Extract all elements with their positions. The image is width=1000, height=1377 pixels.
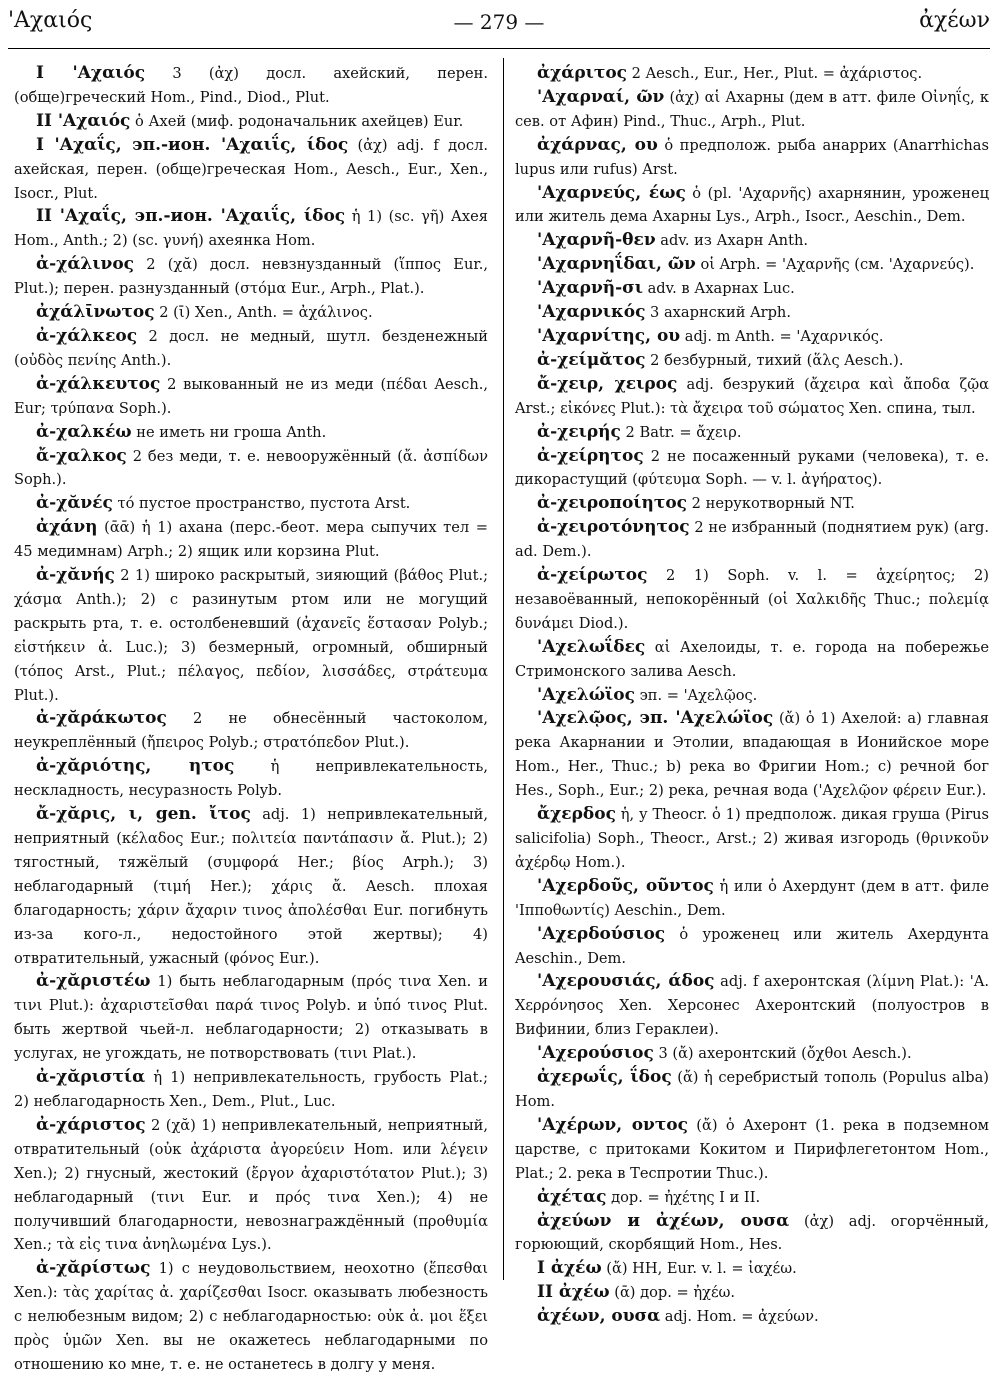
dictionary-entry (14, 421, 488, 445)
entry-definition: αἱ Ахелоиды, т. е. города на побережье Стримонского залива Aesch. (515, 638, 989, 680)
dictionary-entry (515, 636, 989, 684)
dictionary-entry (14, 253, 488, 301)
entry-headword: 'Αχερούσιος (537, 1043, 654, 1064)
entry-headword: ἀ-χειροποίητος (537, 493, 688, 514)
entry-headword: 'Αχαρνῆ-θεν (537, 230, 656, 251)
entry-headword: ἀ-χειροτόνητος (537, 517, 690, 538)
dictionary-entry (14, 205, 488, 253)
entry-definition: 3 ахарнский Arph. (645, 304, 791, 322)
entry-definition: 2 не посаженный руками (человека), т. е. дикорастущий (φύτευμα Soph. — v. l. ἀγήρατος). (515, 447, 989, 489)
entry-headword: ἀχεύων и ἀχέων, ουσα (537, 1210, 790, 1231)
entry-definition: 2 досл. не медный, шутл. безденежный (οὐδὸς πενίης Anth.). (14, 327, 488, 369)
entry-headword: ἀχάλῑνωτος (36, 302, 155, 323)
header-left-guide-word: 'Αχαιός (8, 8, 93, 33)
entry-definition: 2 Aesch., Eur., Her., Plut. = ἀχάριστος. (627, 65, 923, 82)
entry-definition: 2 1) Soph. v. l. = ἀχείρητος; 2) незавоёванный, непокорённый (οἱ Χαλκιδῆς Thuc.; πολεμίᾳ δυνάμει Diod.). (515, 567, 989, 632)
entry-definition: ἡ непривлекательность, нескладность, несуразность Polyb. (14, 758, 488, 800)
entry-definition: 2 безбурный, тихий (ἅλς Aesch.). (645, 351, 904, 369)
dictionary-entry (515, 349, 989, 373)
entry-headword: I 'Αχαιός (36, 63, 146, 83)
entry-definition: 2 без меди, т. е. невооружённый (ἄ. ἀσπίδων Soph.). (14, 447, 488, 489)
dictionary-entry (515, 1281, 989, 1305)
dictionary-entry (515, 229, 989, 253)
entry-definition: ἡ 1) непривлекательность, грубость Plat.; 2) неблагодарность Xen., Dem., Plut., Luc. (14, 1069, 488, 1110)
entry-headword: ἀ-χᾰριστία (36, 1067, 146, 1088)
entry-headword: ἀ-χάλκεος (36, 325, 138, 346)
entry-headword: ἀχέτας (537, 1186, 607, 1207)
entry-definition: ἡ или ὁ Ахердунт (дем в атт. филе 'Ιπποθωντίς) Aeschin., Dem. (515, 877, 989, 919)
entry-headword: II 'Αχαιός (36, 110, 131, 131)
entry-definition: adj. Hom. = ἀχεύων. (660, 1308, 819, 1326)
entry-definition: 2 выкованный не из меди (πέδαι Aesch., Eur; τρύπανα Soph.). (14, 375, 488, 417)
dictionary-entry (14, 134, 488, 206)
entry-definition: ὁ (pl. 'Αχαρνῆς) ахарнянин, уроженец или житель дема Ахарны Lys., Arph., Isocr., Aeschin., Dem. (515, 184, 989, 226)
dictionary-entry (14, 707, 488, 755)
dictionary-entry (515, 1186, 989, 1210)
entry-headword: ἀ-χᾰνής (36, 565, 115, 586)
entry-headword: ἀχερωΐς, ΐδος (537, 1067, 672, 1088)
entry-headword: 'Αχέρων, οντος (537, 1114, 688, 1135)
entry-headword: ἀ-χάλινος (36, 254, 135, 275)
entry-headword: 'Αχερουσιάς, άδος (537, 971, 715, 992)
entry-headword: ἄ-χειρ, χειρος (537, 373, 678, 394)
dictionary-entry (515, 1305, 989, 1329)
dictionary-entry (515, 62, 989, 86)
entry-headword: ἀ-χάριστος (36, 1114, 146, 1135)
entry-headword: ἀ-χειρής (537, 421, 621, 442)
entry-definition: adj. 1) непривлекательный, неприятный (κέλαδος Eur.; πολιτεία παντάπασιν ἄ. Plut.); 2) тягостный, тяжёлый (συμφορά Her.; βίος Arph.); 3) неблагодарный (τιμή Her.); χάρις ἄ. Aesch. плохая благодарность; χάριν ἄχαριν τινος ἀπολέσθαι Eur. погибнуть из-за кого-л., недостойного этой жертвы); 4) отвратительный, ужасный (φόνος Eur.). (14, 806, 488, 967)
entry-definition: 2 не избранный (поднятием рук) (arg. ad. Dem.). (515, 519, 989, 561)
entry-definition: (ἀχ) adj. огорчённый, горюющий, скорбящий Hom., Hes. (515, 1212, 989, 1254)
entry-headword: II ἀχέω (537, 1282, 610, 1303)
dictionary-entry (515, 301, 989, 325)
entry-definition: 3 (ἄ) ахеронтский (ὄχθοι Aesch.). (653, 1045, 912, 1063)
entry-definition: 1) быть неблагодарным (πρός τινα Xen. и τινι Plut.): ἀχαριστεῖσθαι παρά τινος Polyb. и ὑπό τινος Plut. быть жертвой чьей-л. неблагодарности; 2) отказывать в услугах, не угождать, не потворствовать (τινι Plat.). (14, 973, 488, 1063)
entry-definition: adv. в Ахарнах Luc. (642, 280, 795, 298)
entry-definition: ἡ 1) (sc. γῆ) Ахея Hom., Anth.; 2) (sc. γυνή) ахеянка Hom. (14, 208, 488, 250)
entry-definition: (ᾱ) дор. = ἠχέω. (609, 1284, 736, 1302)
entry-definition: adj. m Anth. = 'Αχαρνικός. (680, 327, 884, 345)
page-number: — 279 — (453, 10, 545, 34)
dictionary-entry (515, 923, 989, 971)
entry-definition: 2 (χᾰ) досл. невзнузданный (ἵππος Eur., Plut.); перен. разнузданный (στόμα Eur., Arph., Plat.). (14, 256, 488, 298)
entry-definition: 3 (ἀχ) досл. ахейский, перен. (обще)греческий Hom., Pind., Diod., Plut. (14, 65, 488, 106)
entry-headword: 'Αχελῷος, эп. 'Αχελώϊος (537, 708, 774, 729)
dictionary-entry (515, 253, 989, 277)
entry-definition: adj. безрукий (ἄχειρα καὶ ἄποδα ζῷα Arst.; εἰκόνες Plut.): τὰ ἄχειρα τοῦ σώματος Xen. спина, тыл. (515, 375, 989, 417)
dictionary-entry (14, 564, 488, 707)
entry-definition: (ἀχ) adj. f досл. ахейская, перен. (обще)греческая Hom., Aesch., Eur., Xen., Isocr., Plut. (14, 136, 488, 202)
dictionary-entry (515, 707, 989, 803)
dictionary-entry (515, 421, 989, 445)
dictionary-entry (515, 1114, 989, 1186)
dictionary-entry (14, 1066, 488, 1114)
entry-definition: 1) с неудовольствием, неохотно (ἕπεσθαι Xen.): τὰς χαρίτας ἀ. χαρίζεσθαι Isocr. оказывать любезность с нелюбезным видом; 2) с неблагодарностью: οὐκ ἀ. μοι ἕξει πρὸς ὑμῶν Xen. вы не окажетесь неблагодарными по отношению ко мне, т. е. не останетесь в долгу у меня. (14, 1260, 488, 1373)
entry-definition: ὁ Ахей (миф. родоначальник ахейцев) Eur. (130, 112, 464, 130)
dictionary-entry (515, 182, 989, 230)
entry-definition: 2 Batr. = ἄχειρ. (620, 423, 742, 441)
entry-headword: 'Αχαρναί, ῶν (537, 86, 665, 107)
entry-definition: дор. = ἠχέτης I и II. (606, 1188, 761, 1206)
dictionary-entry (515, 325, 989, 349)
entry-headword: ἀχάριτος (537, 63, 628, 83)
entry-definition: οἱ Arph. = 'Αχαρνῆς (см. 'Αχαρνεύς). (695, 256, 975, 274)
dictionary-entry (515, 277, 989, 301)
entry-headword: 'Αχερδοῦς, οῦντος (537, 875, 714, 896)
dictionary-entry (515, 445, 989, 493)
entry-definition: 2 (ῑ) Xen., Anth. = ἀχάλινος. (154, 304, 373, 322)
dictionary-entry (515, 564, 989, 636)
dictionary-entry (14, 445, 488, 493)
dictionary-entry (14, 301, 488, 325)
dictionary-entry (515, 373, 989, 421)
entry-definition: эп. = 'Αχελῷος. (634, 686, 758, 704)
entry-headword: ἄχερδος (537, 804, 616, 825)
entry-definition: ἡ, у Theocr. ὁ 1) предполож. дикая груша (Pirus salicifolia) Soph., Theocr., Arst.; 2) живая изгородь (θρινκοῦν ἀχέρδῳ Hom.). (515, 806, 989, 871)
entry-headword: 'Αχελώϊος (537, 684, 635, 705)
entry-headword: ἀ-χᾰριότης, ητος (36, 756, 235, 777)
dictionary-entry (515, 86, 989, 134)
entry-headword: II 'Αχαΐς, эп.-ион. 'Αχαιΐς, ίδος (36, 206, 346, 227)
dictionary-entry (14, 516, 488, 564)
dictionary-entry (14, 325, 488, 373)
entry-headword: ἀ-χείρωτος (537, 565, 648, 586)
entry-headword: ἀ-χάλκευτος (36, 373, 161, 394)
dictionary-entry (515, 1210, 989, 1258)
entry-headword: ἀ-χᾰρίστως (36, 1258, 151, 1279)
dictionary-entry (14, 755, 488, 803)
left-column (14, 62, 488, 1377)
dictionary-entry (515, 134, 989, 182)
entry-definition: (ἀχ) αἱ Ахарны (дем в атт. филе Οἰνηΐς, к сев. от Афин) Pind., Thuc., Arph., Plut. (515, 88, 989, 130)
dictionary-entry (14, 970, 488, 1066)
dictionary-entry (515, 875, 989, 923)
dictionary-entry (515, 684, 989, 708)
entry-definition: 2 не обнесённый частоколом, неукреплённый (ἤπειρος Polyb.; στρατόπεδον Plut.). (14, 710, 488, 752)
entry-headword: ἀ-χᾰνές (36, 493, 113, 514)
dictionary-entry (515, 803, 989, 875)
dictionary-entry (14, 1114, 488, 1257)
right-column (515, 62, 989, 1329)
dictionary-entry (515, 1066, 989, 1114)
entry-definition: adv. из Ахарн Anth. (655, 232, 808, 250)
column-divider (503, 58, 504, 1280)
entry-definition: τό пустое пространство, пустота Arst. (112, 495, 411, 513)
entry-headword: 'Αχαρνεύς, έως (537, 182, 686, 203)
dictionary-entry (515, 1257, 989, 1281)
page-header (8, 8, 990, 42)
dictionary-entry (14, 62, 488, 110)
entry-headword: ἀχέων, ουσα (537, 1306, 661, 1327)
entry-headword: ἀχάνη (36, 517, 98, 538)
entry-definition: ὁ предполож. рыба анаррих (Anarrhichas lupus или rufus) Arst. (515, 136, 989, 178)
entry-definition: (ἄ) ἡ серебристый тополь (Populus alba) Hom. (515, 1069, 989, 1110)
entry-headword: ἀ-χᾰριστέω (36, 971, 151, 992)
dictionary-entry (14, 1257, 488, 1377)
dictionary-entry (14, 110, 488, 134)
entry-headword: I ἀχέω (537, 1258, 602, 1279)
entry-definition: 2 1) широко раскрытый, зияющий (βάθος Plut.; χάσμα Anth.); 2) с разинутым ртом или не могущий раскрыть рта, т. е. остолбеневший (ἀχανεῖς ἕστασαν Polyb.; εἰστήκειν ἀ. Luc.); 3) безмерный, огромный, обширный (τόπος Arst., Plut.; πέλαγος, πεδίον, λισσάδες, στράτευμα Plut.). (14, 567, 488, 704)
header-rule (8, 48, 990, 49)
entry-definition: (ἄ) ὁ 1) Ахелой: a) главная река Акарнании и Этолии, впадающая в Ионийское море Hom., Her., Thuc.; b) река во Фригии Hom.; c) речной бог Hes., Soph., Eur.; 2) река, речная вода ('Αχελῷον φέρειν Eur.). (515, 710, 989, 800)
dictionary-entry (14, 803, 488, 970)
entry-definition: adj. f ахеронтская (λίμνη Plat.): 'Α. Χερρόνησος Xen. Херсонес Ахеронтский (полуостров в Вифинии, близ Гераклеи). (515, 973, 989, 1039)
entry-definition: не иметь ни гроша Anth. (131, 423, 327, 441)
entry-headword: 'Αχερδούσιος (537, 923, 666, 944)
dictionary-entry (515, 1042, 989, 1066)
entry-definition: 2 (χᾰ) 1) непривлекательный, неприятный, отвратительный (οὐκ ἀχάριστα ἀγορεύειν Hom. или λέγειν Xen.); 2) гнусный, жестокий (ἔργον ἀχαριστότατον Plut.); 3) неблагодарный (τινι Eur. и πρός τινα Xen.); 4) не получивший благодарности, невознаграждённый (προθυμία Xen.; τὰ εἰς τινα ἀνηλωμένα Lys.). (14, 1116, 488, 1254)
entry-definition: (ἄ) HH, Eur. v. l. = ἰαχέω. (601, 1260, 797, 1278)
entry-definition: (ἄ) ὁ Ахеронт (1. река в подземном царстве, с притоками Кокитом и Пирифлегетонтом Hom., Plat.; 2. река в Теспротии Thuc.). (515, 1116, 989, 1182)
entry-headword: ἀ-χαλκέω (36, 421, 132, 442)
dictionary-entry (515, 516, 989, 564)
dictionary-entry (14, 373, 488, 421)
dictionary-entry (14, 492, 488, 516)
entry-headword: 'Αχαρνῆ-σι (537, 278, 643, 299)
entry-headword: ἀχάρνας, ου (537, 134, 658, 155)
entry-headword: 'Αχαρνικός (537, 302, 646, 323)
entry-headword: 'Αχαρνίτης, ου (537, 325, 681, 346)
entry-headword: ἀ-χείρητος (537, 445, 644, 466)
dictionary-entry (515, 970, 989, 1042)
entry-headword: I 'Αχαΐς, эп.-ион. 'Αχαιΐς, ίδος (36, 134, 349, 155)
entry-headword: ἄ-χαλκος (36, 445, 127, 466)
entry-definition: 2 нерукотворный NT. (687, 495, 855, 513)
header-right-guide-word: ἀχέων (919, 8, 990, 33)
entry-headword: ἄ-χᾰρις, ι, gen. ἴτος (36, 804, 251, 825)
entry-headword: ἀ-χείμᾰτος (537, 349, 646, 370)
entry-definition: (ᾱᾱ) ἡ 1) ахана (перс.-беот. мера сыпучих тел = 45 медимнам) Arph.; 2) ящик или корзина Plut. (14, 519, 488, 561)
entry-definition: ὁ уроженец или житель Ахердунта Aeschin., Dem. (515, 925, 989, 967)
entry-headword: 'Αχαρνηΐδαι, ῶν (537, 254, 696, 275)
entry-headword: 'Αχελωΐδες (537, 636, 646, 657)
entry-headword: ἀ-χᾰράκωτος (36, 708, 167, 729)
dictionary-entry (515, 492, 989, 516)
